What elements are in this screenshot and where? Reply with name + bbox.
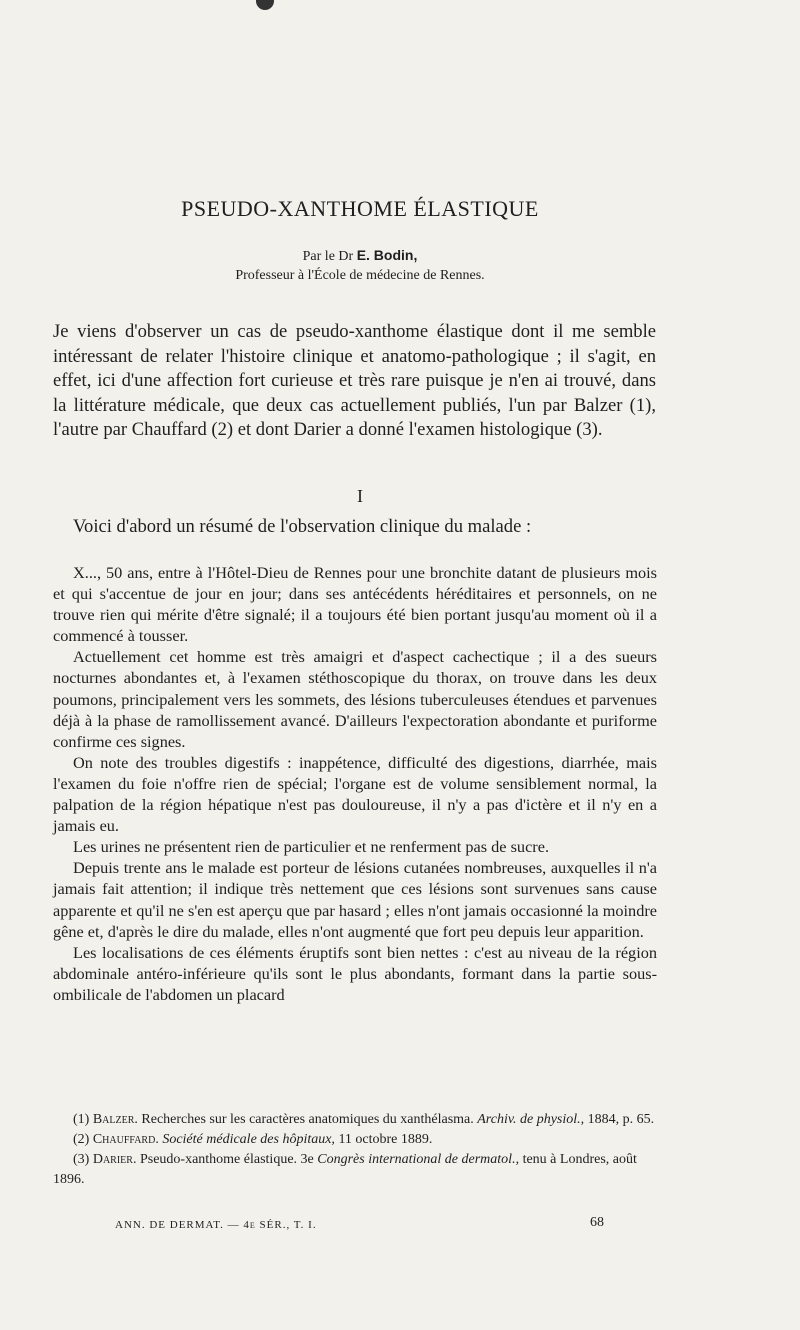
footnote-rest: 11 octobre 1889. [338, 1132, 433, 1147]
paragraph: Les urines ne présentent rien de particulier et ne renferment pas de sucre. [73, 837, 550, 857]
footnotes [53, 1110, 657, 1190]
paragraph: Depuis trente ans le malade est porteur de lésions cutanées nombreuses, auxquelles il n'a jamais fait attention; il indique très nettement que ces lésions sont survenues sans cause apparente et qu'il ne s'en est aperçu que par hasard ; elles n'ont jamais occasionné la moindre gêne et, d'après le dire du malade, elles n'ont augmenté que fort peu depuis leur apparition. [53, 858, 657, 941]
footnote-journal: Congrès international de dermatol., [317, 1152, 520, 1167]
footnote-number: (2) [73, 1132, 90, 1147]
footnote [53, 1110, 657, 1130]
footnote-journal: Société médicale des hôpitaux, [162, 1132, 335, 1147]
footnote [53, 1130, 657, 1150]
journal-reference: ANN. DE DERMAT. — 4e SÉR., T. I. [115, 1219, 317, 1231]
footnote-number: (3) [73, 1152, 90, 1167]
footnote [53, 1150, 657, 1190]
paragraph: Les localisations de ces éléments éruptifs sont bien nettes : c'est au niveau de la région abdominale antéro-inférieure qu'ils sont le plus abondants, formant dans la partie sous-ombilicale de l'abdomen un placard [53, 942, 657, 1004]
paragraph: On note des troubles digestifs : inappétence, difficulté des digestions, diarrhée, mais l'examen du foie n'offre rien de spécial; l'organe est de volume sensiblement normal, la palpation de la région hépatique n'est pas douloureuse, il n'y a pas d'ictère et il n'y en a jamais eu. [53, 752, 657, 836]
paragraph: Actuellement cet homme est très amaigri et d'aspect cachectique ; il a des sueurs nocturnes abondantes et, à l'examen stéthoscopique du thorax, on trouve dans les deux poumons, principalement vers les sommets, des lésions tuberculeuses étendues et parvenues déjà à la phase de ramollissement avancé. D'ailleurs l'expectoration abondante et puriforme confirme ces signes. [53, 647, 657, 751]
footnote-author: Chauffard. [92, 1132, 159, 1147]
footnote-rest: 1884, p. 65. [587, 1112, 655, 1127]
intro-paragraph: Je viens d'observer un cas de pseudo-xanthome élastique dont il me semble intéressant de relater l'histoire clinique et anatomo-pathologique ; il s'agit, en effet, ici d'une affection fort curieuse et très rare puisque je n'en ai trouvé, dans la littérature médicale, que deux cas actuellement publiés, l'un par Balzer (1), l'autre par Chauffard (2) et dont Darier a donné l'examen histologique (3). [53, 321, 656, 441]
author-affiliation: Professeur à l'École de médecine de Rennes. [235, 268, 485, 283]
page-number: 68 [590, 1215, 604, 1230]
article-title: PSEUDO-XANTHOME ÉLASTIQUE [181, 196, 539, 221]
section-number: I [357, 486, 363, 506]
ink-blot [256, 0, 274, 10]
footnote-author: Darier. [92, 1152, 137, 1167]
footnote-text: Pseudo-xanthome élastique. 3e [139, 1152, 314, 1167]
paragraph: X..., 50 ans, entre à l'Hôtel-Dieu de Rennes pour une bronchite datant de plusieurs mois et qui s'accentue de jour en jour; dans ses antécédents héréditaires et personnels, on ne trouve rien qui mérite d'être signalé; il a toujours été bien portant jusqu'au moment où il a commencé à tousser. [53, 563, 657, 646]
footnote-author: Balzer. [92, 1112, 138, 1127]
footnote-number: (1) [73, 1112, 90, 1127]
author-line [0, 247, 720, 265]
author-name: E. Bodin, [356, 247, 418, 263]
footnote-rest: tenu à Londres, août 1896. [53, 1152, 637, 1187]
author-prefix: Par le Dr [302, 249, 354, 264]
footnote-text: Recherches sur les caractères anatomiques du xanthélasma. [141, 1112, 474, 1127]
section-intro: Voici d'abord un résumé de l'observation clinique du malade : [73, 516, 532, 537]
body-text [53, 562, 657, 1005]
footnote-journal: Archiv. de physiol., [477, 1112, 585, 1127]
